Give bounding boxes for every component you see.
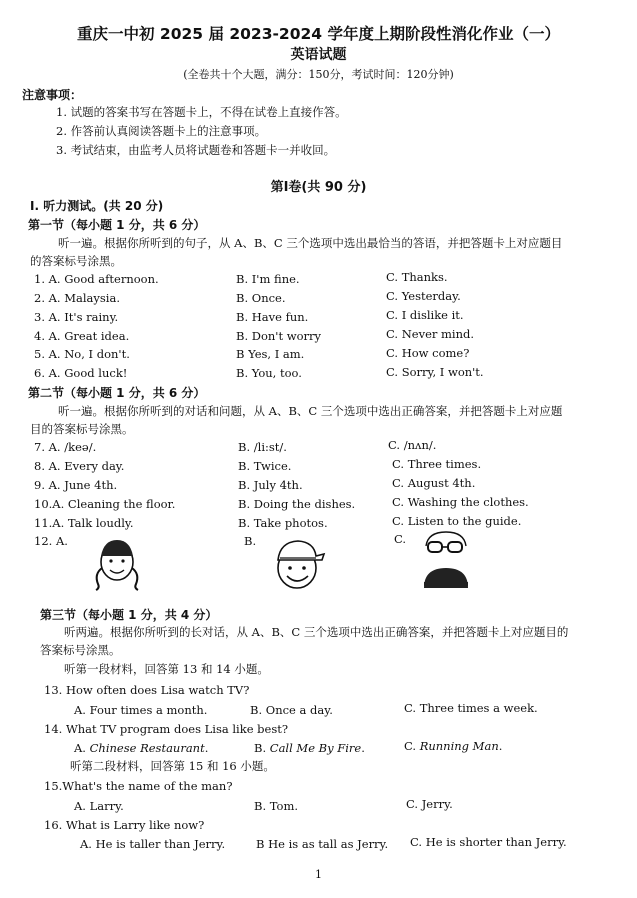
- option-a: 2. A. Malaysia.: [34, 291, 120, 305]
- option-b: B. Once a day.: [250, 703, 333, 717]
- option-c: C.: [394, 532, 407, 546]
- option-c: C. Three times a week.: [404, 701, 538, 715]
- boy-with-cap-picture: [270, 532, 328, 594]
- option-a: A. Larry.: [74, 799, 124, 813]
- option-a: A. Chinese Restaurant.: [74, 741, 209, 755]
- part-title: 第Ⅰ卷(共 90 分): [270, 180, 367, 195]
- option-c: C. Sorry, I won't.: [386, 365, 484, 379]
- exam-note: (全卷共十个大题，满分：150分，考试时间：120分钟): [183, 68, 454, 81]
- option-c: C. How come?: [386, 346, 470, 360]
- option-b: B. Twice.: [238, 459, 292, 473]
- option-c: C. /nʌn/.: [388, 438, 437, 452]
- notice-item: 1. 试题的答案书写在答题卡上，不得在试卷上直接作答。: [56, 105, 347, 119]
- section2-instruction: 听一遍。根据你所听到的对话和问题，从 A、B、C 三个选项中选出正确答案，并把答题卡上对应题: [58, 404, 563, 418]
- option-b: B.: [244, 534, 257, 548]
- option-c: C. I dislike it.: [386, 308, 464, 322]
- option-a: A. Four times a month.: [74, 703, 208, 717]
- section2-heading: 第二节（每小题 1 分，共 6 分）: [28, 386, 206, 400]
- option-b: B. Don't worry: [236, 329, 322, 343]
- option-c: C. Running Man.: [404, 739, 503, 753]
- option-b: B. Tom.: [254, 799, 299, 813]
- option-b: B. Call Me By Fire.: [254, 741, 365, 755]
- section3-instruction: 听两遍。根据你所听到的长对话，从 A、B、C 三个选项中选出正确答案，并把答题卡上对应题目的: [64, 625, 569, 639]
- section1-instruction: 听一遍。根据你所听到的句子，从 A、B、C 三个选项中选出最恰当的答语，并把答题卡上对应题目: [58, 236, 563, 250]
- option-a: 10.A. Cleaning the floor.: [34, 497, 176, 511]
- option-a: 9. A. June 4th.: [34, 478, 118, 492]
- option-c: C. He is shorter than Jerry.: [410, 835, 567, 849]
- question-text: 16. What is Larry like now?: [44, 818, 205, 832]
- option-a: 8. A. Every day.: [34, 459, 125, 473]
- notice-heading: 注意事项：: [22, 88, 83, 102]
- option-b: B He is as tall as Jerry.: [256, 837, 389, 851]
- option-a: 3. A. It's rainy.: [34, 310, 119, 324]
- option-c: C. Yesterday.: [386, 289, 461, 303]
- option-a: 7. A. /keə/.: [34, 440, 97, 454]
- option-a: 4. A. Great idea.: [34, 329, 130, 343]
- page-number: 1: [315, 868, 322, 881]
- question-text: 14. What TV program does Lisa like best?: [44, 722, 289, 736]
- notice-item: 2. 作答前认真阅读答题卡上的注意事项。: [56, 124, 267, 138]
- option-b: B. You, too.: [236, 366, 302, 380]
- exam-title: 重庆一中初 2025 届 2023-2024 学年度上期阶段性消化作业（一）: [77, 25, 560, 43]
- option-a: 12. A.: [34, 534, 68, 548]
- section1-heading: 第一节（每小题 1 分，共 6 分）: [28, 218, 206, 232]
- option-b: B. I'm fine.: [236, 272, 300, 286]
- material-label: 听第一段材料，回答第 13 和 14 小题。: [64, 662, 269, 676]
- option-b: B. Doing the dishes.: [238, 497, 356, 511]
- option-c: C. Never mind.: [386, 327, 475, 341]
- option-a: 5. A. No, I don't.: [34, 347, 130, 361]
- option-c: C. August 4th.: [392, 476, 476, 490]
- section2-instruction: 目的答案标号涂黑。: [30, 422, 134, 436]
- section3-instruction: 答案标号涂黑。: [40, 643, 121, 657]
- question-text: 13. How often does Lisa watch TV?: [44, 683, 250, 697]
- option-c: C. Jerry.: [406, 797, 453, 811]
- option-b: B. Once.: [236, 291, 286, 305]
- option-a: 1. A. Good afternoon.: [34, 272, 159, 286]
- option-c: C. Three times.: [392, 457, 482, 471]
- option-a: A. He is taller than Jerry.: [80, 837, 226, 851]
- question-text: 15.What's the name of the man?: [44, 779, 233, 793]
- option-c: C. Thanks.: [386, 270, 448, 284]
- option-a: 6. A. Good luck!: [34, 366, 128, 380]
- section1-instruction: 的答案标号涂黑。: [30, 254, 122, 268]
- girl-with-pigtails-picture: [90, 528, 144, 592]
- option-b: B. /li:st/.: [238, 440, 287, 454]
- option-b: B. Have fun.: [236, 310, 309, 324]
- option-b: B. Take photos.: [238, 516, 328, 530]
- option-b: B Yes, I am.: [236, 347, 305, 361]
- section-label: I. 听力测试。(共 20 分): [30, 199, 164, 213]
- option-b: B. July 4th.: [238, 478, 303, 492]
- exam-subtitle: 英语试题: [290, 47, 347, 63]
- option-c: C. Washing the clothes.: [392, 495, 529, 509]
- material-label: 听第二段材料，回答第 15 和 16 小题。: [70, 759, 275, 773]
- option-a: 11.A. Talk loudly.: [34, 516, 134, 530]
- section3-heading: 第三节（每小题 1 分，共 4 分）: [40, 608, 218, 622]
- notice-item: 3. 考试结束，由监考人员将试题卷和答题卡一并收回。: [56, 143, 336, 157]
- girl-with-glasses-picture: [418, 526, 474, 594]
- option-c: C. Listen to the guide.: [392, 514, 522, 528]
